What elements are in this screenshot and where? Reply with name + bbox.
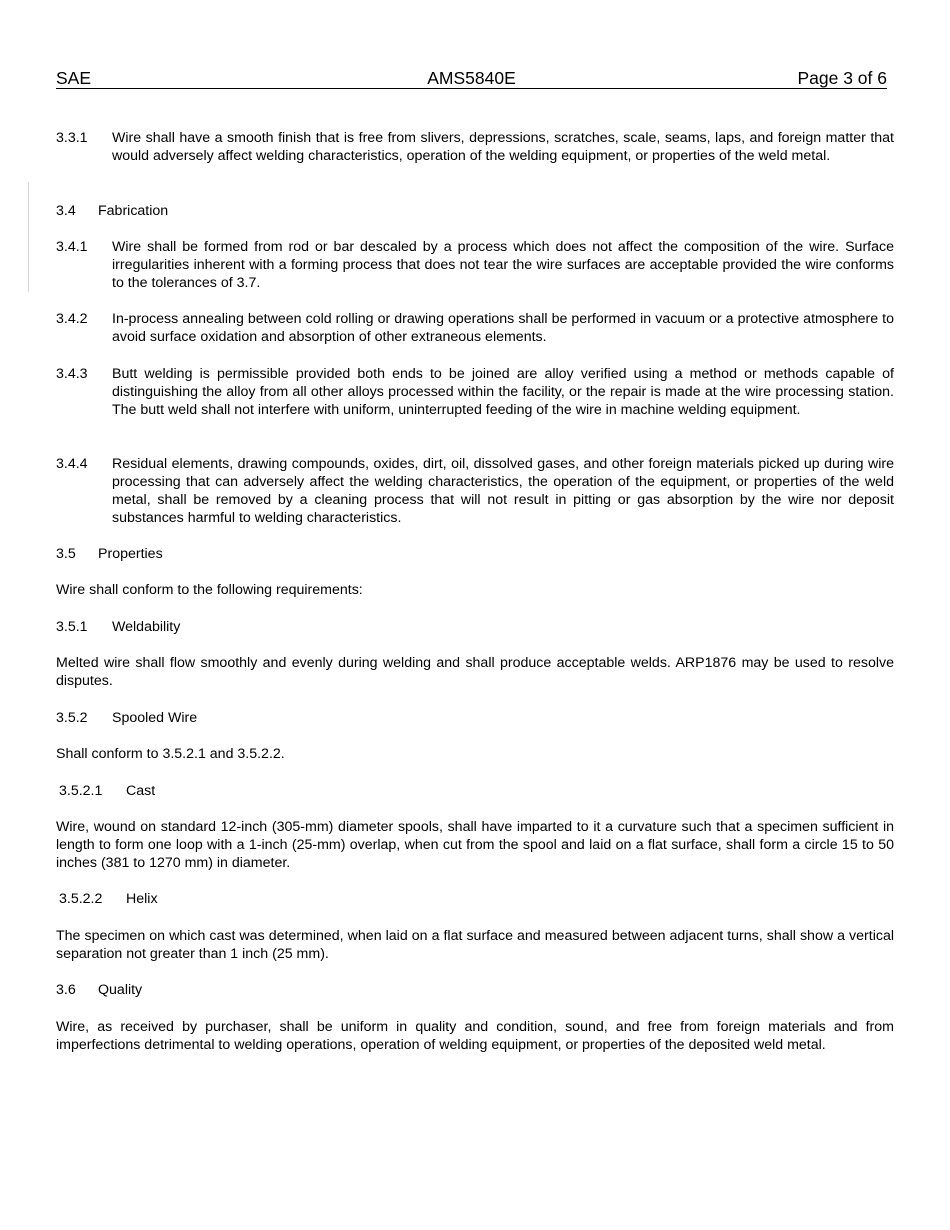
section-number: 3.5 [56, 546, 76, 562]
section-3-4-heading [56, 202, 894, 220]
section-number: 3.4.2 [56, 311, 88, 327]
section-number: 3.5.2.2 [59, 891, 103, 907]
section-number: 3.5.1 [56, 619, 88, 635]
section-number: 3.4.4 [56, 456, 88, 472]
header-page-number: Page 3 of 6 [797, 68, 887, 88]
section-text: Wire shall have a smooth finish that is free from slivers, depressions, scratches, scale, seams, laps, and foreign matter that would adversely affect welding characteristics, operation of the welding equipment, or properties of the weld metal. [112, 130, 894, 164]
margin-rule [28, 182, 29, 292]
section-3-4-4 [56, 455, 894, 527]
section-3-4-1 [56, 238, 894, 292]
section-3-5-2-1-heading [59, 782, 897, 800]
page-header [56, 68, 887, 89]
section-title: Properties [98, 546, 163, 562]
header-doc-number: AMS5840E [427, 68, 516, 88]
section-title: Weldability [112, 619, 181, 635]
section-title: Helix [126, 891, 158, 907]
section-title: Spooled Wire [112, 710, 198, 726]
section-3-5-2-heading [56, 709, 894, 727]
section-3-5-2-2-text: The specimen on which cast was determined, when laid on a flat surface and measured between adjacent turns, shall show a vertical separation not greater than 1 inch (25 mm). [56, 928, 894, 962]
header-org: SAE [56, 68, 92, 88]
section-text: Residual elements, drawing compounds, oxides, dirt, oil, dissolved gases, and other foreign materials picked up during wire processing that can adversely affect the welding characteristics, the operation of the equipment, or properties of the weld metal, shall be removed by a cleaning process that will not result in pitting or gas absorption by the wire nor deposit substances harmful to welding characteristics. [112, 456, 894, 526]
section-3-5-text: Wire shall conform to the following requirements: [56, 582, 363, 598]
section-3-5-1-heading [56, 618, 894, 636]
section-number: 3.4.1 [56, 239, 88, 255]
section-title: Cast [126, 783, 156, 799]
section-title: Quality [98, 982, 143, 998]
section-3-5-2-1-text: Wire, wound on standard 12-inch (305-mm) diameter spools, shall have imparted to it a curvature such that a specimen sufficient in length to form one loop with a 1-inch (25-mm) overlap, when cut from the spool and laid on a flat surface, shall form a circle 15 to 50 inches (381 to 1270 mm) in diameter. [56, 819, 894, 871]
section-text: Wire shall be formed from rod or bar descaled by a process which does not affect the composition of the wire. Surface irregularities inherent with a forming process that does not tear the wire surfaces are acceptable provided the wire conforms to the tolerances of 3.7. [112, 239, 894, 291]
section-title: Fabrication [98, 203, 169, 219]
section-number: 3.5.2 [56, 710, 88, 726]
section-3-5-2-text: Shall conform to 3.5.2.1 and 3.5.2.2. [56, 746, 285, 762]
section-text: Butt welding is permissible provided both ends to be joined are alloy verified using a method or methods capable of distinguishing the alloy from all other alloys processed within the facility, or the repair is made at the wire processing station. The butt weld shall not interfere with uniform, uninterrupted feeding of the wire in machine welding equipment. [112, 366, 894, 418]
section-3-4-3 [56, 365, 894, 419]
section-number: 3.3.1 [56, 130, 88, 146]
section-number: 3.5.2.1 [59, 783, 103, 799]
section-3-5-1-text: Melted wire shall flow smoothly and evenly during welding and shall produce acceptable welds. ARP1876 may be used to resolve disputes. [56, 655, 894, 689]
section-3-5-heading [56, 545, 894, 563]
section-3-4-2 [56, 310, 894, 346]
section-number: 3.4 [56, 203, 76, 219]
section-3-5-2-2-heading [59, 890, 897, 908]
section-3-6-heading [56, 981, 894, 999]
section-number: 3.6 [56, 982, 76, 998]
section-number: 3.4.3 [56, 366, 88, 382]
section-3-6-text: Wire, as received by purchaser, shall be uniform in quality and condition, sound, and free from foreign materials and from imperfections detrimental to welding operations, operation of welding equipment, or properties of the deposited weld metal. [56, 1019, 894, 1053]
section-text: In-process annealing between cold rolling or drawing operations shall be performed in vacuum or a protective atmosphere to avoid surface oxidation and absorption of other extraneous elements. [112, 311, 894, 345]
section-3-3-1 [56, 129, 894, 165]
